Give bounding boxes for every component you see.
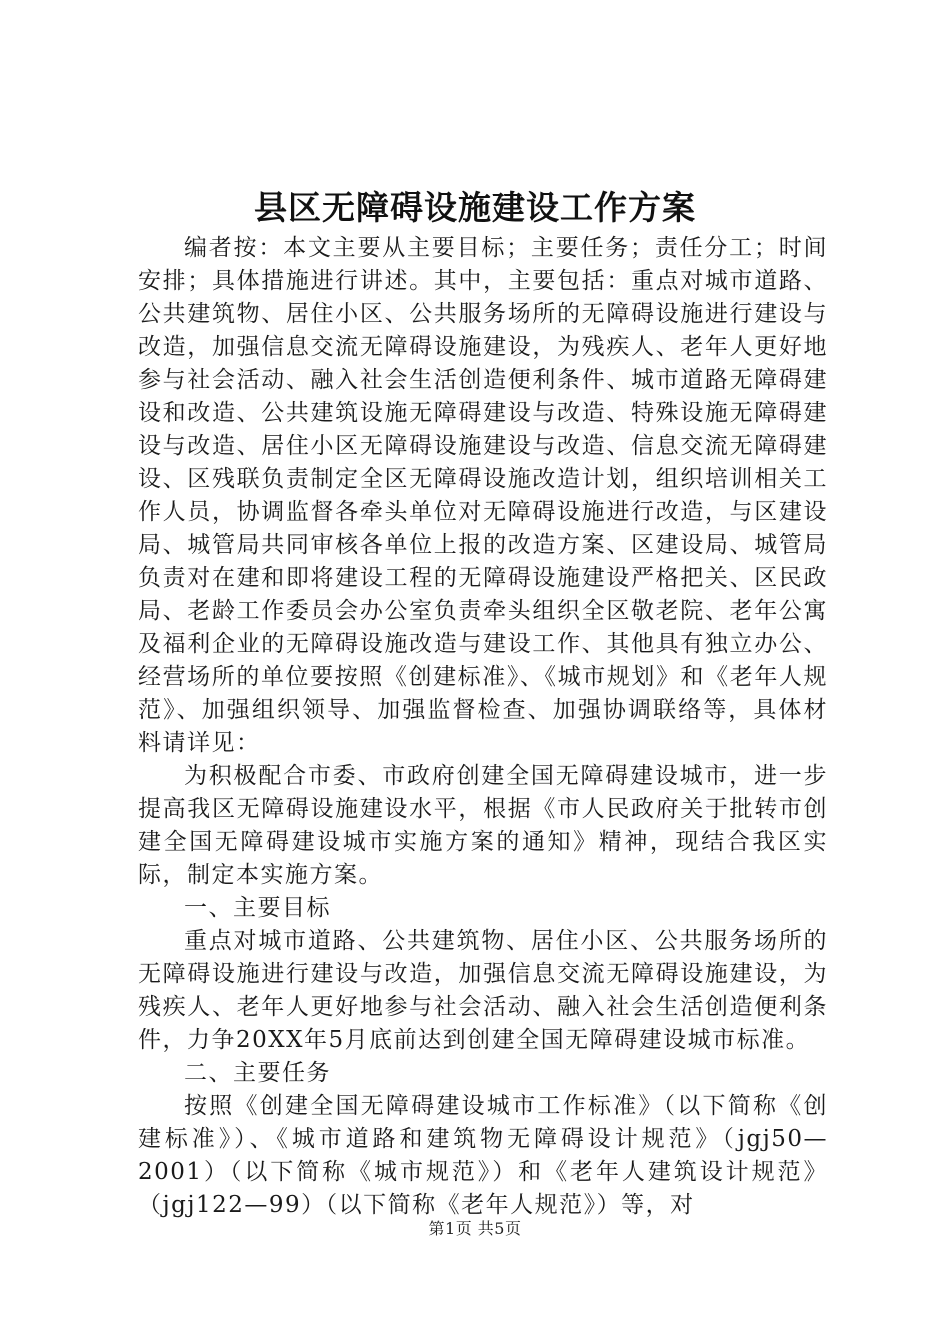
goals-paragraph: 重点对城市道路、公共建筑物、居住小区、公共服务场所的无障碍设施进行建设与改造，加强信息交流无障碍设施建设，为残疾人、老年人更好地参与社会活动、融入社会生活创造便利条件，力争20XX年5月底前达到创建全国无障碍建设城市标准。 xyxy=(138,928,828,1053)
intro-paragraph: 为积极配合市委、市政府创建全国无障碍建设城市，进一步提高我区无障碍设施建设水平，根据《市人民政府关于批转市创建全国无障碍建设城市实施方案的通知》精神，现结合我区实际，制定本实施方案。 xyxy=(138,763,828,888)
section-heading-goals: 一、主要目标 xyxy=(184,895,331,921)
document-title: 县区无障碍设施建设工作方案 xyxy=(254,188,696,227)
page-number-footer: 第1页 共5页 xyxy=(428,1219,522,1238)
section-heading-tasks: 二、主要任务 xyxy=(184,1060,331,1086)
document-body xyxy=(138,232,828,1222)
editor-note-paragraph: 编者按：本文主要从主要目标；主要任务；责任分工；时间安排；具体措施进行讲述。其中，主要包括：重点对城市道路、公共建筑物、居住小区、公共服务场所的无障碍设施进行建设与改造，加强信息交流无障碍设施建设，为残疾人、老年人更好地参与社会活动、融入社会生活创造便利条件、城市道路无障碍建设和改造、公共建筑设施无障碍建设与改造、特殊设施无障碍建设与改造、居住小区无障碍设施建设与改造、信息交流无障碍建设、区残联负责制定全区无障碍设施改造计划，组织培训相关工作人员，协调监督各牵头单位对无障碍设施进行改造，与区建设局、城管局共同审核各单位上报的改造方案、区建设局、城管局负责对在建和即将建设工程的无障碍设施建设严格把关、区民政局、老龄工作委员会办公室负责牵头组织全区敬老院、老年公寓及福利企业的无障碍设施改造与建设工作、其他具有独立办公、经营场所的单位要按照《创建标准》、《城市规划》和《老年人规范》、加强组织领导、加强监督检查、加强协调联络等，具体材料请详见： xyxy=(138,235,828,756)
tasks-paragraph: 按照《创建全国无障碍建设城市工作标准》（以下简称《创建标准》）、《城市道路和建筑物无障碍设计规范》（jgj50—2001）（以下简称《城市规范》）和《老年人建筑设计规范》（jgj122—99）（以下简称《老年人规范》）等，对 xyxy=(138,1093,828,1218)
